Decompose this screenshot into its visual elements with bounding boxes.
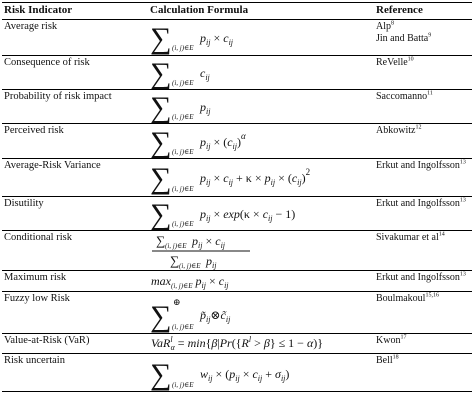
formula-maximum <box>148 271 374 292</box>
formula-consequence <box>148 56 374 90</box>
table-row <box>2 334 472 354</box>
table-row <box>2 20 472 56</box>
reference-cell: Erkut and Ingolfsson$^{13}$ <box>374 159 472 197</box>
risk-indicator-name: Perceived risk <box>2 124 148 159</box>
svg-text:pij × exp(κ × cij − 1): $p_{ij} \times \exp(\kappa \times c_{ij} - 1)$ <box>200 207 296 223</box>
risk-indicator-name: Consequence of risk <box>2 56 148 90</box>
table-row <box>2 354 472 392</box>
svg-text:pij: $p_{ij}$ <box>200 100 211 116</box>
formula-svg <box>148 354 374 391</box>
reference-cell: Kwon$^{17}$ <box>374 334 472 354</box>
formula-conditional <box>148 231 374 271</box>
risk-indicator-name: Probability of risk impact <box>2 90 148 124</box>
reference-cell: Erkut and Ingolfsson$^{13}$ <box>374 197 472 231</box>
formula-average-risk-variance <box>148 159 374 197</box>
svg-text:(i, j)∈E: (i, j)∈E <box>172 381 194 389</box>
svg-text:∑: ∑ <box>150 198 172 230</box>
reference-cell: Erkut and Ingolfsson$^{13}$ <box>374 271 472 292</box>
svg-text:∑: ∑ <box>150 358 172 391</box>
svg-text:pij × cij + κ × pij × (cij)2: $p_{ij} \times c_{ij} + \kappa \times p_{ij} \times (c_{ij})^2$ <box>200 167 311 187</box>
risk-indicator-name: Average-Risk Variance <box>2 159 148 197</box>
svg-text:VaRlα = min{β|Pr({Rl > β} ≤ 1: VaR$^l$ $\alpha = \min\{\beta|Pr(\{R^l > \beta\} \le 1 - \alpha)\}$ <box>151 335 324 352</box>
header-calculation-formula: Calculation Formula <box>148 3 374 20</box>
reference-cell: Bell$^{18}$ <box>374 354 472 392</box>
svg-text:∑: ∑ <box>150 300 172 333</box>
formula-svg <box>148 292 374 333</box>
reference-cell: Alp$^8$ Jin and Batta$^9$ <box>374 20 472 56</box>
svg-text:∑: ∑ <box>150 162 172 195</box>
risk-indicator-name: Maximum risk <box>2 271 148 292</box>
risk-indicator-name: Disutility <box>2 197 148 231</box>
formula-svg <box>148 90 374 123</box>
reference-cell: Saccomanno$^{11}$ <box>374 90 472 124</box>
svg-text:∑: ∑ <box>150 57 172 89</box>
table-row <box>2 159 472 197</box>
risk-indicator-name: Risk uncertain <box>2 354 148 392</box>
svg-text:(i, j)∈E: (i, j)∈E <box>172 148 194 156</box>
svg-text:p̃ij⊗c̃ij: $p̃_{ij}\otimes c̃_{ij}$ <box>200 308 231 324</box>
formula-value-at-risk <box>148 334 374 354</box>
svg-text:∑: ∑ <box>150 22 172 55</box>
svg-text:∑: ∑ <box>170 253 180 268</box>
formula-average-risk <box>148 20 374 56</box>
svg-text:pij × (cij)α: $p_{ij} \times (c_{ij})^\alpha$ <box>200 131 246 151</box>
svg-text:wij × (pij × cij + σij): $w_{ij} \times (p_{ij} \times c_{ij} + \sigma_{ij})$ <box>200 367 290 383</box>
svg-text:(i, j)∈E: (i, j)∈E <box>172 44 194 52</box>
reference-cell: ReVelle$^{10}$ <box>374 56 472 90</box>
svg-text:cij: $c_{ij}$ <box>200 66 210 82</box>
table-row <box>2 292 472 334</box>
svg-text:⊕: ⊕ <box>173 297 181 307</box>
formula-disutility <box>148 197 374 231</box>
svg-text:pij: $p_{ij}$ <box>206 254 217 270</box>
risk-indicator-table <box>2 2 472 392</box>
svg-text:max(i, j)∈E pij × cij: $\max_{(i, j)\in E} p_{ij} \times c_{ij}$ <box>151 274 229 290</box>
table-row <box>2 90 472 124</box>
svg-text:∑: ∑ <box>150 126 172 158</box>
header-row <box>2 3 472 20</box>
formula-svg <box>148 56 374 89</box>
risk-indicator-name: Value-at-Risk (VaR) <box>2 334 148 354</box>
table-row <box>2 231 472 271</box>
formula-risk-uncertain <box>148 354 374 392</box>
formula-svg <box>148 231 374 270</box>
risk-indicator-name: Conditional risk <box>2 231 148 271</box>
reference-cell: Boulmakoul$^{15,16}$ <box>374 292 472 334</box>
svg-text:pij × cij: $p_{ij} \times c_{ij}$ <box>200 31 234 47</box>
formula-svg <box>148 197 374 230</box>
svg-text:(i, j)∈E: (i, j)∈E <box>179 262 201 270</box>
svg-text:(i, j)∈E: (i, j)∈E <box>172 113 194 121</box>
svg-text:∑: ∑ <box>156 233 166 248</box>
svg-text:(i, j)∈E: (i, j)∈E <box>165 242 187 250</box>
table-row <box>2 56 472 90</box>
svg-text:(i, j)∈E: (i, j)∈E <box>172 185 194 193</box>
formula-svg <box>148 20 374 55</box>
table-row <box>2 197 472 231</box>
svg-text:(i, j)∈E: (i, j)∈E <box>172 79 194 87</box>
svg-text:(i, j)∈E: (i, j)∈E <box>172 220 194 228</box>
formula-svg <box>148 159 374 196</box>
svg-text:(i, j)∈E: (i, j)∈E <box>172 323 194 331</box>
reference-cell: Sivakumar et $al^{14}$ <box>374 231 472 271</box>
risk-indicator-name: Average risk <box>2 20 148 56</box>
formula-perceived <box>148 124 374 159</box>
risk-indicator-name: Fuzzy low Risk <box>2 292 148 334</box>
formula-probability <box>148 90 374 124</box>
formula-svg <box>148 271 374 291</box>
svg-text:∑: ∑ <box>150 91 172 123</box>
header-reference: Reference <box>374 3 472 20</box>
formula-fuzzy-low <box>148 292 374 334</box>
formula-svg <box>148 334 374 353</box>
table-row <box>2 271 472 292</box>
header-risk-indicator: Risk Indicator <box>2 3 148 20</box>
reference-cell: Abkowitz$^{12}$ <box>374 124 472 159</box>
table-row <box>2 124 472 159</box>
formula-svg <box>148 124 374 158</box>
svg-text:pij × cij: $p_{ij} \times c_{ij}$ <box>192 234 226 250</box>
